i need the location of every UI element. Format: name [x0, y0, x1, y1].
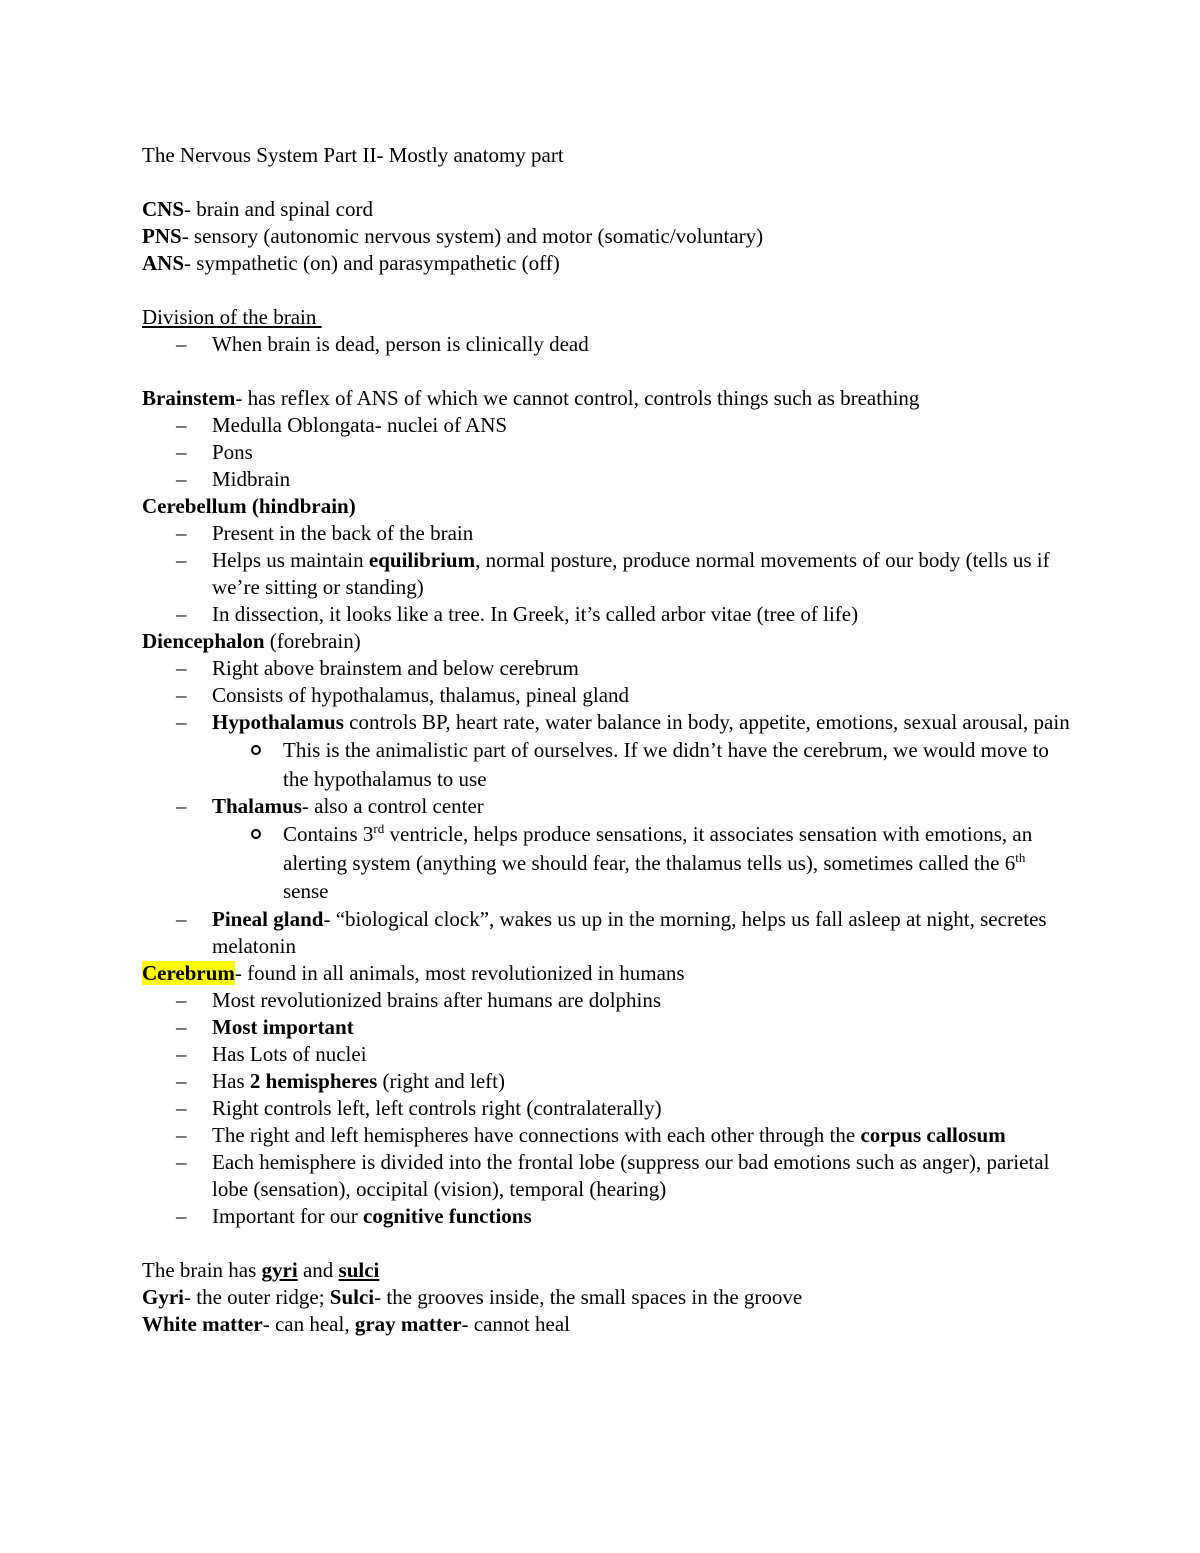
superscript: rd [373, 821, 385, 836]
item-text: This is the animalistic part of ourselves. If we didn’t have the cerebrum, we would move to the hypothalamus to use [283, 738, 1049, 791]
brainstem-text: - has reflex of ANS of which we cannot control, controls things such as breathing [235, 386, 920, 410]
brainstem-term: Brainstem [142, 386, 236, 410]
diencephalon-list [142, 655, 1072, 960]
cognitive-functions-term: cognitive functions [363, 1203, 532, 1228]
list-item [142, 709, 1072, 793]
list-item [142, 906, 1072, 960]
document-page [142, 142, 1072, 1338]
list-item: – Each hemisphere is divided into the frontal lobe (suppress our bad emotions such as anger), parietal lobe (sensation), occipital (vision), temporal (hearing) [142, 1149, 1072, 1203]
division-heading: Division of the brain [142, 305, 322, 329]
white-matter-text: - can heal, [262, 1311, 355, 1336]
ans-definition [142, 250, 1072, 277]
gray-matter-text: - cannot heal [461, 1311, 570, 1336]
gyri-sulci-intro [142, 1257, 1072, 1284]
hemispheres-term: 2 hemispheres [249, 1068, 378, 1093]
list-item: – In dissection, it looks like a tree. In Greek, it’s called arbor vitae (tree of life) [142, 601, 1072, 628]
spacer [142, 169, 1072, 196]
list-item: – When brain is dead, person is clinically dead [142, 331, 1072, 358]
cerebrum-list [142, 987, 1072, 1230]
gyri-sulci-definition [142, 1284, 1072, 1311]
sub-list-item [142, 820, 1072, 906]
list-item [142, 1203, 1072, 1230]
cerebrum-text: - found in all animals, most revolutionized in humans [234, 960, 685, 985]
white-matter-term: White matter [142, 1311, 263, 1336]
brainstem-definition [142, 385, 1072, 412]
cerebrum-definition [142, 960, 1072, 987]
cerebellum-term: Cerebellum (hindbrain) [142, 494, 356, 518]
corpus-callosum-term: corpus callosum [860, 1122, 1006, 1147]
sulci-term-underlined: sulci [338, 1257, 380, 1282]
list-item: – Consists of hypothalamus, thalamus, pineal gland [142, 682, 1072, 709]
list-item: – Midbrain [142, 466, 1072, 493]
list-item: – Pons [142, 439, 1072, 466]
hypothalamus-term: Hypothalamus [212, 710, 344, 734]
item-text: , normal posture, produce normal movements of our body (tells us if we’re sitting or standing) [212, 548, 1050, 599]
gyri-text: - the outer ridge; [184, 1284, 330, 1309]
page-title: The Nervous System Part II- Mostly anatomy part [142, 143, 564, 167]
list-item: – Right above brainstem and below cerebrum [142, 655, 1072, 682]
item-text: - also a control center [301, 794, 484, 818]
item-text: The right and left hemispheres have connections with each other through the [212, 1122, 861, 1147]
cns-term: CNS [142, 197, 185, 221]
item-text: Has [212, 1068, 250, 1093]
item-text: Helps us maintain [212, 548, 369, 572]
list-item: – Has Lots of nuclei [142, 1041, 1072, 1068]
intro-text: and [297, 1257, 339, 1282]
cns-definition [142, 196, 1072, 223]
cns-text: - brain and spinal cord [184, 197, 373, 221]
list-item: – Medulla Oblongata- nuclei of ANS [142, 412, 1072, 439]
spacer [142, 1230, 1072, 1257]
diencephalon-term: Diencephalon [142, 629, 265, 653]
thalamus-term: Thalamus [212, 794, 302, 818]
ans-term: ANS [142, 251, 185, 275]
pineal-gland-term: Pineal gland [212, 906, 324, 931]
superscript: th [1015, 849, 1026, 865]
spacer [142, 277, 1072, 304]
ans-text: - sympathetic (on) and parasympathetic (off) [184, 251, 560, 275]
hypothalamus-sublist [212, 736, 1072, 793]
item-text: controls BP, heart rate, water balance in body, appetite, emotions, sexual arousal, pain [343, 710, 1070, 734]
list-item [142, 1122, 1072, 1149]
list-item [142, 793, 1072, 906]
cerebrum-term: Cerebrum [142, 960, 235, 985]
gray-matter-term: gray matter [354, 1311, 462, 1336]
text-part: ventricle, helps produce sensations, it associates sensation with emotions, an alerting system (anything we should fear, the thalamus tells us), sometimes called the 6 [283, 822, 1033, 875]
cerebellum-heading [142, 493, 1072, 520]
pns-term: PNS [142, 224, 182, 248]
list-item: – Present in the back of the brain [142, 520, 1072, 547]
item-text: Important for our [212, 1203, 364, 1228]
item-text [213, 820, 1072, 906]
list-item [142, 1014, 1072, 1041]
item-text: (right and left) [377, 1068, 505, 1093]
pns-text: - sensory (autonomic nervous system) and motor (somatic/voluntary) [181, 224, 764, 248]
diencephalon-text: (forebrain) [264, 629, 361, 653]
cerebellum-list [142, 520, 1072, 628]
equilibrium-term: equilibrium [368, 548, 476, 572]
pns-definition [142, 223, 1072, 250]
matter-definition [142, 1311, 1072, 1338]
list-item: – Right controls left, left controls right (contralaterally) [142, 1095, 1072, 1122]
most-important-term: Most important [212, 1014, 354, 1039]
spacer [142, 358, 1072, 385]
text-part: Contains 3 [283, 822, 374, 846]
brainstem-list [142, 412, 1072, 493]
item-text: - “biological clock”, wakes us up in the morning, helps us fall asleep at night, secretes melatonin [212, 906, 1047, 958]
list-item [142, 547, 1072, 601]
gyri-term-underlined: gyri [261, 1257, 298, 1282]
list-item [142, 1068, 1072, 1095]
intro-text: The brain has [142, 1257, 262, 1282]
list-item: – Most revolutionized brains after humans are dolphins [142, 987, 1072, 1014]
gyri-term: Gyri [142, 1284, 184, 1309]
sub-list-item [142, 736, 1072, 793]
sulci-term: Sulci [329, 1284, 375, 1309]
thalamus-sublist [212, 820, 1072, 906]
division-list [142, 331, 1072, 358]
sulci-text: - the grooves inside, the small spaces in the groove [374, 1284, 803, 1309]
text-part: sense [283, 879, 329, 903]
diencephalon-definition [142, 628, 1072, 655]
